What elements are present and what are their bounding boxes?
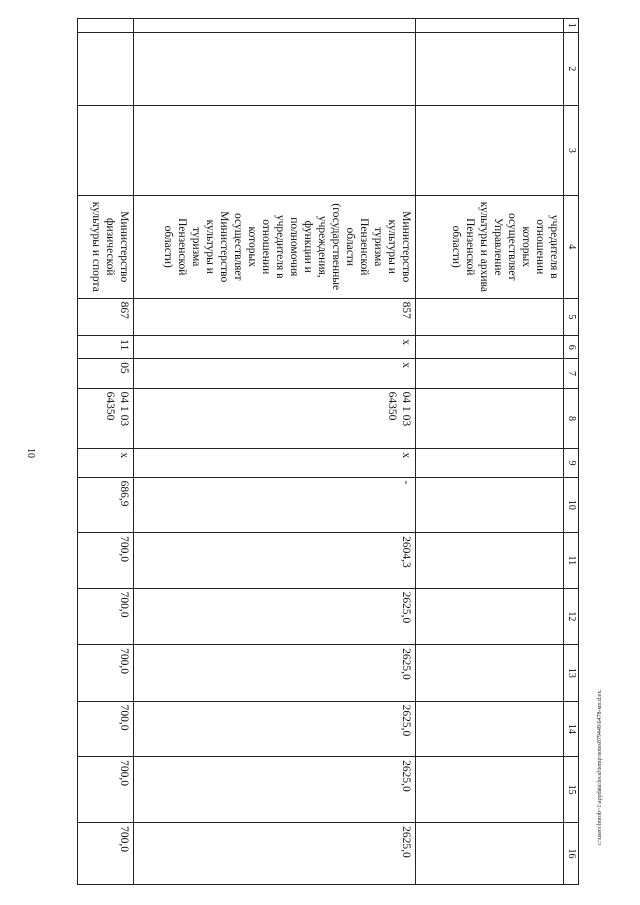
column-header: 5 — [564, 298, 579, 336]
budget-table — [77, 18, 579, 885]
column-header: 8 — [564, 388, 579, 449]
page-number: 10 — [25, 448, 36, 458]
table-cell — [78, 32, 134, 105]
recipient-name-cell: Министерство культуры и туризма Пензенской области (государственные учреждения, функции и полномочия учредителя в отношении которых осуществляет Министерство культуры и туризма Пензенской области) — [134, 195, 416, 298]
table-cell — [416, 645, 564, 702]
footer-file-path: c:\users\borob~1\appdata\local\temp\notes879448\6478-мп.d.ex. — [597, 689, 603, 845]
table-row — [134, 19, 416, 885]
column-header: 11 — [564, 533, 579, 588]
column-header: 9 — [564, 449, 579, 477]
column-header: 14 — [564, 701, 579, 756]
table-cell — [416, 32, 564, 105]
amount-cell: 686,9 — [78, 477, 134, 532]
table-cell — [416, 823, 564, 885]
subsection-code-cell: 05 — [78, 359, 134, 388]
table-row — [416, 19, 564, 885]
table-cell — [416, 533, 564, 588]
budget-table-sheet — [77, 18, 579, 885]
table-row — [78, 19, 134, 885]
column-header: 2 — [564, 32, 579, 105]
column-header: 1 — [564, 19, 579, 33]
column-header: 10 — [564, 477, 579, 532]
amount-cell: 2625,0 — [134, 701, 416, 756]
amount-cell: 2625,0 — [134, 588, 416, 645]
column-header: 13 — [564, 645, 579, 702]
table-cell — [416, 588, 564, 645]
column-header: 12 — [564, 588, 579, 645]
table-cell — [416, 477, 564, 532]
table-cell — [78, 105, 134, 195]
subsection-code-cell: х — [134, 359, 416, 388]
department-code-cell: 867 — [78, 298, 134, 336]
section-code-cell: 11 — [78, 336, 134, 359]
table-cell — [78, 19, 134, 33]
amount-cell: 700,0 — [78, 701, 134, 756]
amount-cell: 2625,0 — [134, 823, 416, 885]
amount-cell: 700,0 — [78, 645, 134, 702]
table-cell — [416, 19, 564, 33]
department-code-cell: 857 — [134, 298, 416, 336]
table-cell — [416, 388, 564, 449]
table-cell — [416, 105, 564, 195]
recipient-name-cell: Министерство физической культуры и спорта — [78, 195, 134, 298]
amount-cell: 700,0 — [78, 823, 134, 885]
table-cell — [134, 19, 416, 33]
expense-type-cell: х — [134, 449, 416, 477]
column-header: 4 — [564, 195, 579, 298]
target-article-cell: 04 1 03 64350 — [78, 388, 134, 449]
table-cell — [416, 701, 564, 756]
table-cell — [134, 32, 416, 105]
amount-cell: 700,0 — [78, 533, 134, 588]
amount-cell: 2604,3 — [134, 533, 416, 588]
section-code-cell: х — [134, 336, 416, 359]
amount-cell: 700,0 — [78, 757, 134, 823]
expense-type-cell: х — [78, 449, 134, 477]
table-cell — [416, 757, 564, 823]
header-row — [564, 19, 579, 885]
table-cell — [416, 336, 564, 359]
amount-cell: 2625,0 — [134, 645, 416, 702]
rotated-table-frame — [77, 18, 579, 885]
column-header: 6 — [564, 336, 579, 359]
recipient-name-cell: учредителя в отношении которых осуществляет Управление культуры и архива Пензенской области) — [416, 195, 564, 298]
table-cell — [416, 359, 564, 388]
table-cell — [134, 105, 416, 195]
column-header: 7 — [564, 359, 579, 388]
table-cell — [416, 449, 564, 477]
column-header: 3 — [564, 105, 579, 195]
target-article-cell: 04 1 03 64350 — [134, 388, 416, 449]
table-cell — [416, 298, 564, 336]
amount-cell: 700,0 — [78, 588, 134, 645]
amount-cell: 2625,0 — [134, 757, 416, 823]
column-header: 15 — [564, 757, 579, 823]
amount-cell: - — [134, 477, 416, 532]
column-header: 16 — [564, 823, 579, 885]
